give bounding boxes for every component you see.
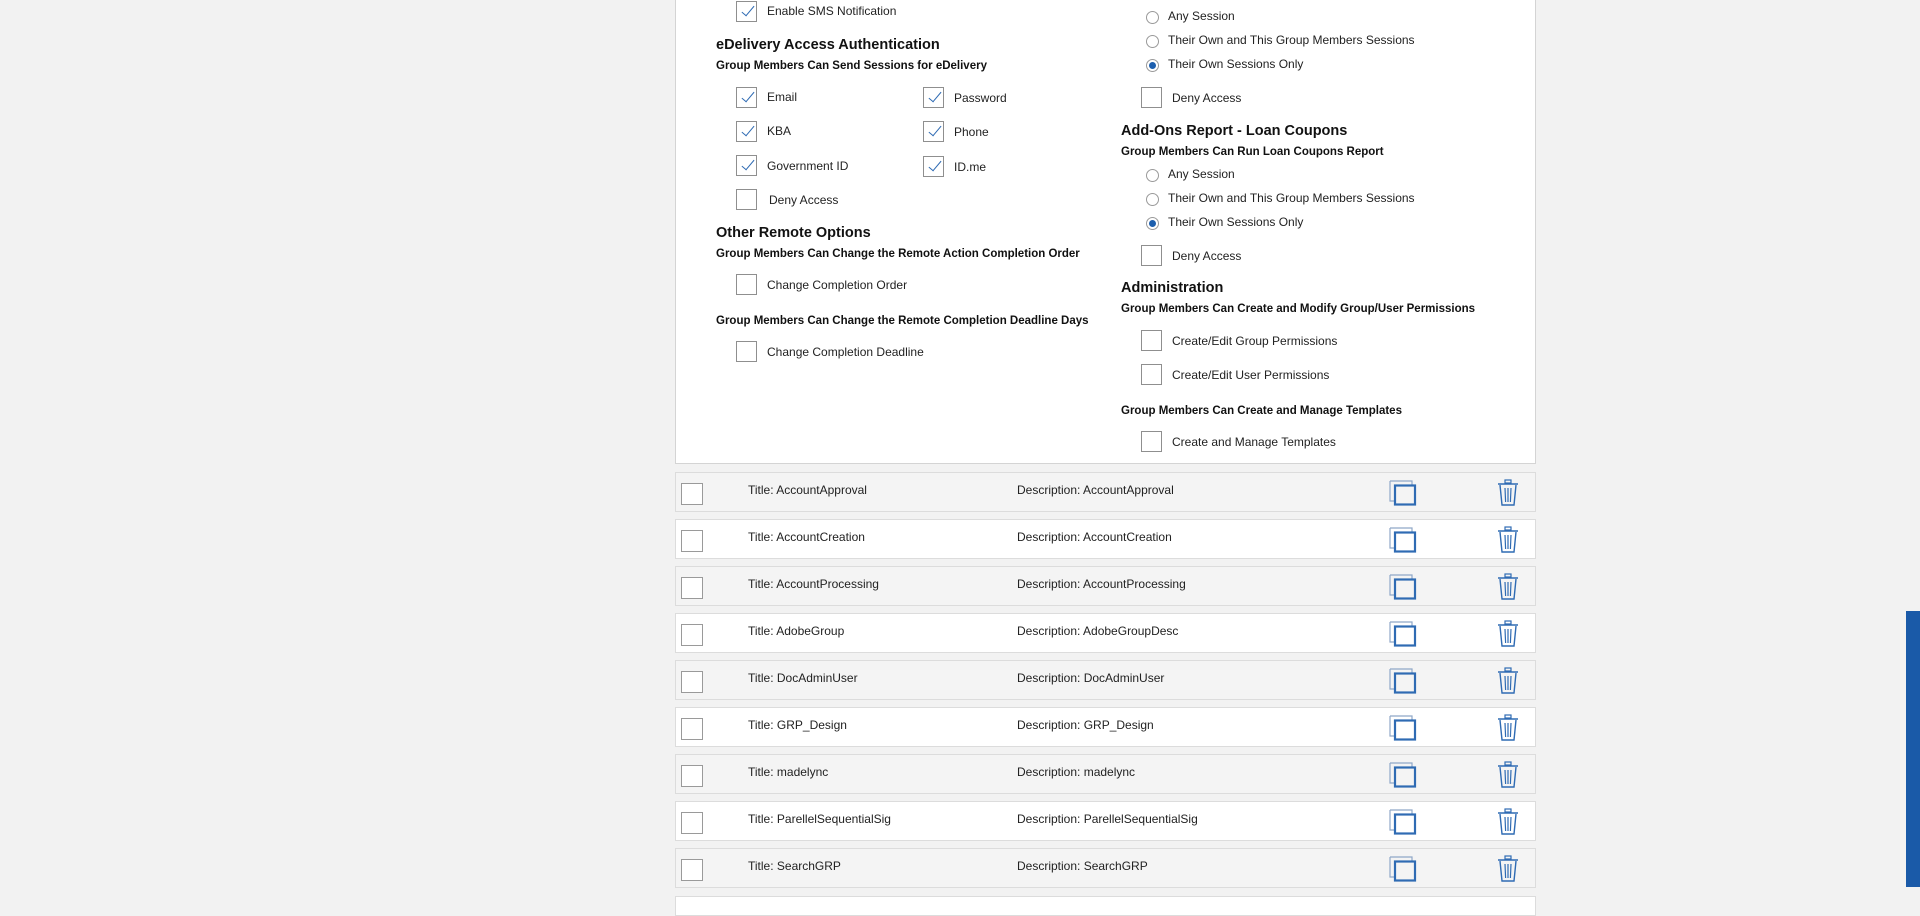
trash-icon[interactable]	[1497, 667, 1519, 695]
group-description: Description: AccountApproval	[1017, 483, 1174, 497]
session-own-and-group-label: Their Own and This Group Members Sessions	[1168, 33, 1415, 47]
change-completion-deadline-label: Change Completion Deadline	[767, 345, 924, 359]
copy-icon[interactable]	[1389, 761, 1419, 789]
group-permissions-panel	[675, 0, 1536, 464]
group-title: Title: ParellelSequentialSig	[748, 812, 891, 826]
row-select-checkbox[interactable]	[681, 765, 703, 787]
loan-deny-access-checkbox[interactable]	[1141, 245, 1162, 266]
row-select-checkbox[interactable]	[681, 671, 703, 693]
permissions-subtitle: Group Members Can Create and Modify Group/User Permissions	[1121, 303, 1476, 315]
copy-icon[interactable]	[1389, 855, 1419, 883]
kba-checkbox[interactable]	[736, 121, 757, 142]
loan-own-only-radio[interactable]	[1146, 217, 1159, 230]
loan-coupons-title: Add-Ons Report - Loan Coupons	[1121, 123, 1348, 139]
copy-icon[interactable]	[1389, 573, 1419, 601]
trash-icon[interactable]	[1497, 479, 1519, 507]
loan-coupons-subtitle: Group Members Can Run Loan Coupons Report	[1121, 146, 1384, 158]
copy-icon[interactable]	[1389, 714, 1419, 742]
row-select-checkbox[interactable]	[681, 812, 703, 834]
loan-own-and-group-label: Their Own and This Group Members Sessions	[1168, 191, 1415, 205]
row-select-checkbox[interactable]	[681, 483, 703, 505]
group-description: Description: SearchGRP	[1017, 859, 1148, 873]
kba-label: KBA	[767, 124, 792, 138]
group-title: Title: AccountApproval	[748, 483, 867, 497]
group-title: Title: GRP_Design	[748, 718, 847, 732]
loan-own-only-label: Their Own Sessions Only	[1168, 215, 1304, 229]
group-title: Title: AdobeGroup	[748, 624, 845, 638]
copy-icon[interactable]	[1389, 526, 1419, 554]
row-select-checkbox[interactable]	[681, 624, 703, 646]
phone-label: Phone	[954, 125, 989, 139]
administration-title: Administration	[1121, 280, 1224, 296]
group-row[interactable]	[675, 566, 1536, 606]
change-completion-order-label: Change Completion Order	[767, 278, 908, 292]
group-row[interactable]	[675, 801, 1536, 841]
trash-icon[interactable]	[1497, 761, 1519, 789]
session-deny-access-label: Deny Access	[1172, 91, 1242, 105]
idme-label: ID.me	[954, 160, 987, 174]
session-own-only-radio[interactable]	[1146, 59, 1159, 72]
trash-icon[interactable]	[1497, 808, 1519, 836]
group-row[interactable]	[675, 613, 1536, 653]
loan-deny-access-label: Deny Access	[1172, 249, 1242, 263]
group-description: Description: GRP_Design	[1017, 718, 1154, 732]
row-select-checkbox[interactable]	[681, 859, 703, 881]
group-title: Title: DocAdminUser	[748, 671, 858, 685]
copy-icon[interactable]	[1389, 667, 1419, 695]
session-any-radio[interactable]	[1146, 11, 1159, 24]
group-row[interactable]	[675, 519, 1536, 559]
group-description: Description: madelync	[1017, 765, 1136, 779]
group-row[interactable]	[675, 707, 1536, 747]
group-title: Title: madelync	[748, 765, 829, 779]
row-select-checkbox[interactable]	[681, 718, 703, 740]
phone-checkbox[interactable]	[923, 121, 944, 142]
change-completion-deadline-checkbox[interactable]	[736, 341, 757, 362]
group-row-partial	[675, 896, 1536, 916]
create-manage-templates-label: Create and Manage Templates	[1172, 435, 1336, 449]
group-title: Title: AccountCreation	[748, 530, 865, 544]
group-title: Title: SearchGRP	[748, 859, 841, 873]
trash-icon[interactable]	[1497, 620, 1519, 648]
completion-order-subtitle: Group Members Can Change the Remote Action Completion Order	[716, 248, 1080, 260]
group-description: Description: AdobeGroupDesc	[1017, 624, 1179, 638]
trash-icon[interactable]	[1497, 855, 1519, 883]
trash-icon[interactable]	[1497, 714, 1519, 742]
copy-icon[interactable]	[1389, 479, 1419, 507]
templates-subtitle: Group Members Can Create and Manage Templates	[1121, 405, 1402, 417]
trash-icon[interactable]	[1497, 526, 1519, 554]
edelivery-deny-access-checkbox[interactable]	[736, 189, 757, 210]
edelivery-deny-access-label: Deny Access	[769, 193, 839, 207]
trash-icon[interactable]	[1497, 573, 1519, 601]
group-title: Title: AccountProcessing	[748, 577, 879, 591]
group-description: Description: DocAdminUser	[1017, 671, 1165, 685]
loan-own-and-group-radio[interactable]	[1146, 193, 1159, 206]
government-id-label: Government ID	[767, 159, 849, 173]
scrollbar-thumb[interactable]	[1906, 611, 1920, 887]
password-checkbox[interactable]	[923, 87, 944, 108]
group-description: Description: ParellelSequentialSig	[1017, 812, 1198, 826]
group-row[interactable]	[675, 848, 1536, 888]
group-description: Description: AccountProcessing	[1017, 577, 1186, 591]
loan-any-radio[interactable]	[1146, 169, 1159, 182]
group-row[interactable]	[675, 660, 1536, 700]
loan-any-label: Any Session	[1168, 167, 1235, 181]
copy-icon[interactable]	[1389, 808, 1419, 836]
edelivery-section-title: eDelivery Access Authentication	[716, 37, 940, 53]
government-id-checkbox[interactable]	[736, 155, 757, 176]
idme-checkbox[interactable]	[923, 156, 944, 177]
session-any-label: Any Session	[1168, 9, 1235, 23]
password-label: Password	[954, 91, 1007, 105]
group-description: Description: AccountCreation	[1017, 530, 1172, 544]
create-edit-user-permissions-checkbox[interactable]	[1141, 364, 1162, 385]
create-edit-group-permissions-label: Create/Edit Group Permissions	[1172, 334, 1338, 348]
email-label: Email	[767, 90, 798, 104]
create-manage-templates-checkbox[interactable]	[1141, 431, 1162, 452]
enable-sms-label: Enable SMS Notification	[767, 4, 897, 18]
session-deny-access-checkbox[interactable]	[1141, 87, 1162, 108]
group-row[interactable]	[675, 472, 1536, 512]
row-select-checkbox[interactable]	[681, 530, 703, 552]
create-edit-user-permissions-label: Create/Edit User Permissions	[1172, 368, 1330, 382]
enable-sms-checkbox[interactable]	[736, 1, 757, 22]
session-own-only-label: Their Own Sessions Only	[1168, 57, 1304, 71]
edelivery-subtitle: Group Members Can Send Sessions for eDelivery	[716, 60, 987, 72]
remote-options-title: Other Remote Options	[716, 225, 871, 241]
copy-icon[interactable]	[1389, 620, 1419, 648]
create-edit-group-permissions-checkbox[interactable]	[1141, 330, 1162, 351]
change-completion-order-checkbox[interactable]	[736, 274, 757, 295]
session-own-and-group-radio[interactable]	[1146, 35, 1159, 48]
group-row[interactable]	[675, 754, 1536, 794]
row-select-checkbox[interactable]	[681, 577, 703, 599]
email-checkbox[interactable]	[736, 87, 757, 108]
completion-deadline-subtitle: Group Members Can Change the Remote Completion Deadline Days	[716, 315, 1089, 327]
